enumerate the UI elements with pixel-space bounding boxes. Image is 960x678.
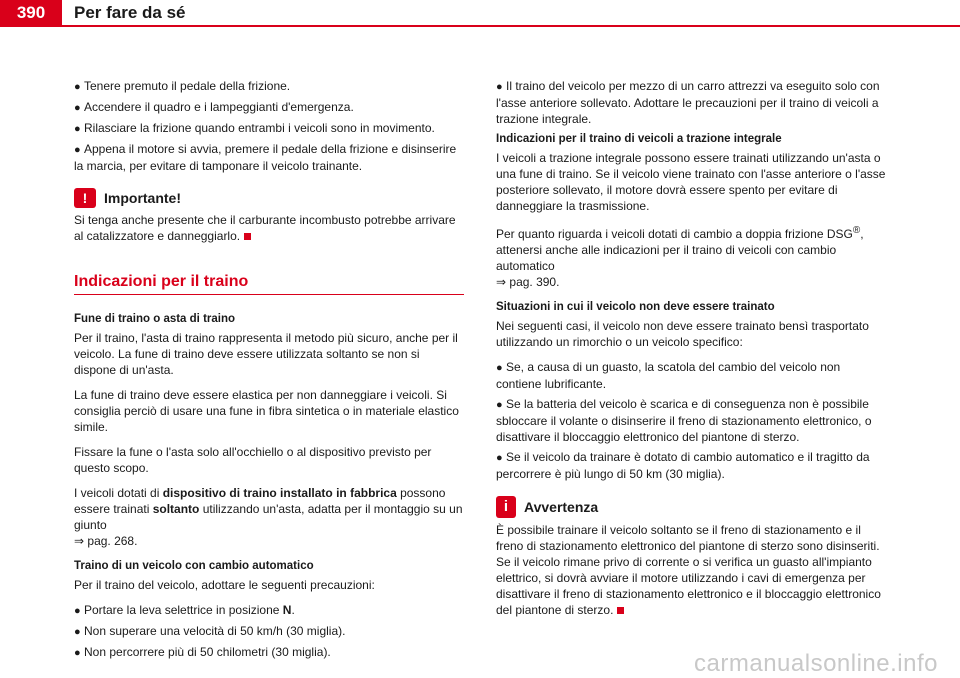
section-title: Indicazioni per il traino	[74, 274, 464, 295]
bullet-icon: ●	[496, 399, 503, 411]
subheading: Fune di traino o asta di traino	[74, 313, 236, 325]
right-column	[496, 78, 886, 627]
end-square-icon	[244, 233, 251, 240]
list-item: ● Se il veicolo da trainare è dotato di cambio automatico e il tragitto da percorrere è più lungo di 50 km (30 miglia).	[496, 450, 870, 481]
subheading: Situazioni in cui il veicolo non deve essere trainato	[496, 301, 775, 313]
end-square-icon	[617, 607, 624, 614]
paragraph: La fune di traino deve essere elastica per non danneggiare i veicoli. Si consiglia perciò di usare una fune in fibra sintetica o in materiale elastico simile.	[74, 388, 459, 434]
bullet-icon: ●	[496, 81, 503, 93]
list-item: ● Accendere il quadro e i lampeggianti d'emergenza.	[74, 100, 354, 114]
list-item: ● Appena il motore si avvia, premere il pedale della frizione e disinserire la marcia, per evitare di tamponare il veicolo trainante.	[74, 142, 457, 173]
subheading: Traino di un veicolo con cambio automatico	[74, 560, 314, 572]
bullet-icon: ●	[74, 605, 81, 617]
bullet-icon: ●	[496, 452, 503, 464]
warning-title: Avvertenza	[524, 499, 599, 515]
page-reference-link[interactable]: ⇒ pag. 268.	[74, 534, 138, 548]
paragraph: Per quanto riguarda i veicoli dotati di cambio a doppia frizione DSG®, attenersi anche alle indicazioni per il traino di veicoli con cambio automatico ⇒ pag. 390.	[496, 225, 864, 289]
list-item: ● Se la batteria del veicolo è scarica e di conseguenza non è possibile sbloccare il volante o disinserire il freno di stazionamento elettronico, o disattivare il bloccaggio elettronico del piantone di sterzo.	[496, 397, 872, 444]
paragraph: Fissare la fune o l'asta solo all'occhiello o al dispositivo previsto per questo scopo.	[74, 445, 432, 475]
paragraph: I veicoli dotati di dispositivo di traino installato in fabbrica possono essere trainati soltanto utilizzando un'asta, adatta per il montaggio su un giunto ⇒ pag. 268.	[74, 486, 463, 548]
watermark: carmanualsonline.info	[694, 650, 938, 677]
paragraph: Per il traino del veicolo, adottare le seguenti precauzioni:	[74, 578, 375, 592]
list-item: ● Non superare una velocità di 50 km/h (30 miglia).	[74, 624, 346, 638]
exclamation-icon: !	[74, 188, 96, 208]
bullet-icon: ●	[74, 647, 81, 659]
paragraph: I veicoli a trazione integrale possono essere trainati utilizzando un'asta o una fune di traino. Se il veicolo viene trainato con l'asse anteriore o l'asse posteriore sollevato, il motore dovrà essere spento per evitare di danneggiare la trasmissione.	[496, 151, 886, 213]
page-reference-link[interactable]: ⇒ pag. 390.	[496, 275, 560, 289]
bullet-icon: ●	[74, 81, 81, 93]
list-item: ● Il traino del veicolo per mezzo di un carro attrezzi va eseguito solo con l'asse anteriore sollevato. Adottare le precauzioni per il traino di veicoli a trazione integrale.	[496, 79, 880, 126]
list-item: ● Rilasciare la frizione quando entrambi i veicoli sono in movimento.	[74, 121, 435, 135]
important-text: Si tenga anche presente che il carburante incombusto potrebbe arrivare al catalizzatore e danneggiarlo.	[74, 213, 456, 243]
important-heading	[74, 188, 464, 208]
list-item: ● Tenere premuto il pedale della frizione.	[74, 79, 291, 93]
page-number: 390	[0, 0, 62, 26]
header-rule	[0, 25, 960, 27]
bullet-icon: ●	[74, 144, 81, 156]
page-header-title: Per fare da sé	[74, 3, 186, 22]
subheading: Indicazioni per il traino di veicoli a trazione integrale	[496, 133, 782, 145]
list-item: ● Se, a causa di un guasto, la scatola del cambio del veicolo non contiene lubrificante.	[496, 360, 841, 391]
bullet-icon: ●	[74, 123, 81, 135]
list-item: ● Portare la leva selettrice in posizione N.	[74, 603, 295, 617]
paragraph: Per il traino, l'asta di traino rappresenta il metodo più sicuro, anche per il veicolo. La fune di traino deve essere utilizzata soltanto se non si dispone di un'asta.	[74, 331, 458, 377]
paragraph: Nei seguenti casi, il veicolo non deve essere trainato bensì trasportato utilizzando un rimorchio o un veicolo specifico:	[496, 319, 869, 349]
warning-text: È possibile trainare il veicolo soltanto se il freno di stazionamento e il freno di stazionamento elettronico del piantone di sterzo sono disinseriti. Se il veicolo rimane privo di corrente o si verifica un guasto all'impianto elettrico, si dovrà avviare il motore utilizzando i cavi di emergenza per disattivare il freno di stazionamento elettronico e il bloccaggio elettronico del piantone di sterzo.	[496, 523, 881, 617]
list-item: ● Non percorrere più di 50 chilometri (30 miglia).	[74, 645, 331, 659]
important-title: Importante!	[104, 190, 181, 206]
bullet-icon: ●	[496, 362, 503, 374]
bullet-icon: ●	[74, 626, 81, 638]
info-icon: i	[496, 496, 516, 518]
bullet-icon: ●	[74, 102, 81, 114]
warning-heading	[496, 496, 886, 518]
left-column	[74, 78, 464, 665]
